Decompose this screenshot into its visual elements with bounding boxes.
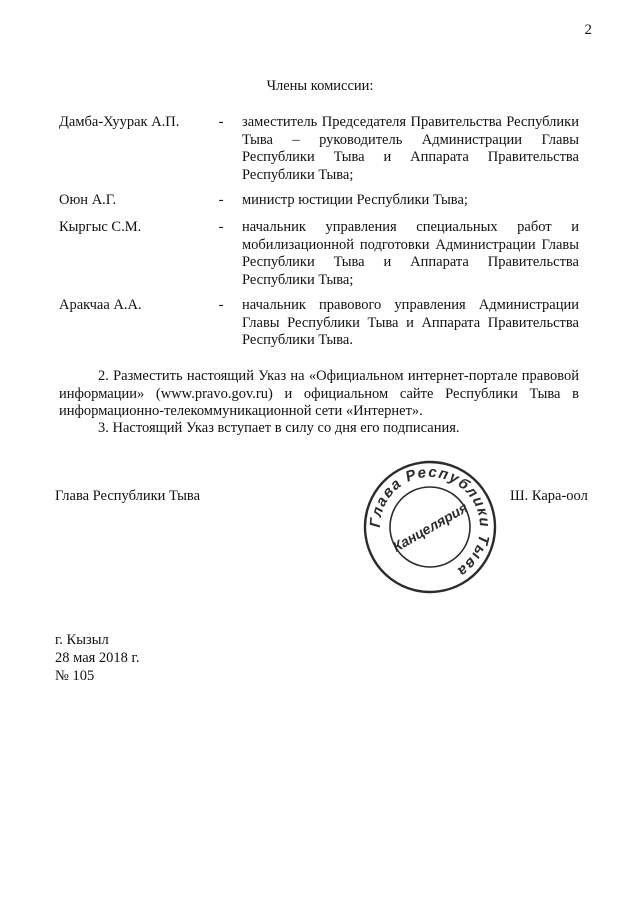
member-role: начальник управления специальных работ и мобилизационной подготовки Администрации Главы Республики Тыва и Аппарата Правительства Республики Тыва; <box>242 219 579 288</box>
members-heading: Члены комиссии: <box>266 78 374 94</box>
page-number: 2 <box>584 22 592 38</box>
stamp-center-text: Канцелярия <box>389 499 471 555</box>
date: 28 мая 2018 г. <box>55 650 140 666</box>
place: г. Кызыл <box>55 632 109 648</box>
member-name: Оюн А.Г. <box>59 192 117 208</box>
member-dash: - <box>218 219 224 235</box>
member-role: министр юстиции Республики Тыва; <box>242 192 468 208</box>
member-name: Аракчаа А.А. <box>59 297 142 313</box>
stamp-ring-textpath: Глава Республики Тыва <box>366 463 494 581</box>
signature-name: Ш. Кара-оол <box>510 488 588 504</box>
official-stamp <box>361 458 499 596</box>
signature-position: Глава Республики Тыва <box>55 488 201 504</box>
decree-number: № 105 <box>55 668 95 684</box>
member-dash: - <box>218 192 224 208</box>
member-dash: - <box>218 114 224 130</box>
member-dash: - <box>218 297 224 313</box>
place-date-number <box>55 631 140 685</box>
paragraph-publication: 2. Разместить настоящий Указ на «Официальном интернет-портале правовой информации» (www.pravo.gov.ru) и официальном сайте Республики Тыва в информационно-телекоммуникационной сети «Интернет». <box>59 368 579 419</box>
member-name: Дамба-Хуурак А.П. <box>59 114 180 130</box>
member-role: заместитель Председателя Правительства Республики Тыва – руководитель Администрации Главы Республики Тыва и Аппарата Правительства Республики Тыва; <box>242 114 579 183</box>
member-role: начальник правового управления Администрации Главы Республики Тыва и Аппарата Правительства Республики Тыва. <box>242 297 579 348</box>
member-name: Кыргыс С.М. <box>59 219 142 235</box>
paragraph-effective-date: 3. Настоящий Указ вступает в силу со дня его подписания. <box>98 420 460 436</box>
